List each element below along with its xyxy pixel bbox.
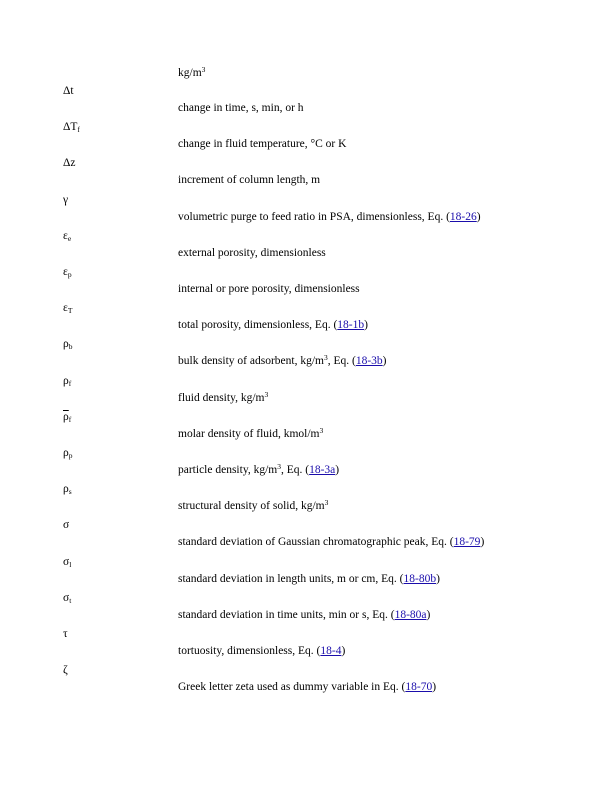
symbol (63, 483, 72, 495)
symbol (63, 556, 71, 568)
definition-text: standard deviation in length units, m or cm, Eq. ( (178, 572, 404, 585)
symbol-base: σ (63, 555, 70, 568)
symbol-subscript: p (68, 451, 73, 460)
symbol-base: γ (63, 193, 69, 206)
definition (178, 609, 430, 621)
equation-link[interactable]: 18-79 (453, 536, 481, 549)
definition-text: external porosity, dimensionless (178, 246, 326, 259)
definition (178, 283, 360, 295)
definition (178, 389, 269, 404)
symbol-base: ρ (63, 374, 69, 387)
symbol-base: ΔT (63, 121, 78, 134)
symbol-base: ρ (63, 483, 69, 496)
unit-superscript: 3 (264, 389, 269, 399)
symbol (63, 266, 72, 278)
symbol (63, 194, 68, 206)
definition-close: ) (480, 536, 485, 549)
symbol-subscript: T (67, 306, 73, 316)
symbol-base: ε (63, 229, 68, 242)
definition (178, 211, 481, 223)
symbol (63, 519, 69, 531)
symbol-base: ζ (63, 664, 68, 677)
definition-text: standard deviation in time units, min or s, Eq. ( (178, 608, 395, 621)
definition-close: ) (476, 210, 481, 223)
unit-superscript: 3 (324, 498, 329, 508)
symbol (63, 375, 71, 387)
symbol-base: ε (63, 266, 68, 278)
definition (178, 425, 324, 440)
definition-close: ) (382, 355, 387, 368)
definition-text: particle density, kg/m (178, 464, 278, 476)
definition-text: bulk density of adsorbent, kg/m (178, 355, 324, 368)
symbol-subscript: f (77, 125, 80, 135)
symbol-base: σ (63, 519, 70, 532)
symbol-subscript: f (68, 378, 72, 388)
symbol (63, 230, 71, 242)
definition-text: total porosity, dimensionless, Eq. ( (178, 319, 338, 332)
definition-close: ) (335, 464, 340, 476)
definition-text: structural density of solid, kg/m (178, 500, 325, 513)
definition (178, 247, 326, 259)
definition (178, 355, 387, 367)
definition (178, 102, 304, 114)
symbol (63, 85, 74, 97)
symbol-base: ρ (63, 338, 69, 351)
unit-superscript: 3 (323, 353, 328, 363)
equation-link[interactable]: 18-80a (394, 608, 427, 621)
symbol (63, 664, 68, 676)
equation-link[interactable]: 18-3b (355, 355, 383, 368)
definition (178, 645, 345, 657)
symbol-subscript: b (68, 342, 73, 352)
symbol (63, 121, 80, 133)
definition-text: volumetric purge to feed ratio in PSA, dimensionless, Eq. ( (178, 210, 450, 223)
unit-superscript: 3 (277, 462, 281, 471)
symbol (63, 628, 68, 640)
definition-text: Greek letter zeta used as dummy variable in Eq. ( (178, 681, 406, 694)
symbol-base: τ (63, 628, 68, 640)
definition-close: ) (426, 608, 431, 621)
equation-link[interactable]: 18-26 (449, 210, 477, 223)
symbol-base: ρ (63, 447, 69, 459)
symbol-base: σ (63, 591, 70, 604)
definition-text: fluid density, kg/m (178, 391, 265, 404)
definition-close: ) (364, 319, 368, 332)
symbol-subscript: f (68, 414, 72, 424)
symbol-base: Δt (63, 85, 74, 97)
symbol (63, 411, 71, 423)
symbol-subscript: s (68, 487, 72, 497)
equation-link[interactable]: 18-4 (320, 645, 342, 657)
definition (178, 681, 436, 693)
definition-close: ) (432, 681, 437, 694)
top-definition: $kg/m^3$ (178, 65, 206, 79)
definition (178, 174, 320, 186)
symbol-subscript: l (69, 559, 72, 569)
symbol-subscript: e (67, 233, 72, 243)
definition (178, 573, 440, 585)
unit-superscript: 3 (319, 425, 324, 435)
definition-text: increment of column length, m (178, 174, 321, 187)
symbol (63, 302, 72, 314)
equation-link[interactable]: 18-80b (403, 572, 437, 585)
definition (178, 500, 328, 512)
definition-text: tortuosity, dimensionless, Eq. ( (178, 645, 321, 657)
equation-link[interactable]: 18-70 (405, 681, 433, 694)
definition-close: ) (341, 645, 346, 657)
symbol-subscript: p (67, 270, 72, 279)
definition-text: molar density of fluid, kmol/m (178, 427, 320, 440)
definition (178, 536, 484, 548)
definition-text: internal or pore porosity, dimensionless (178, 283, 360, 295)
definition-text-cont: , Eq. ( (327, 355, 356, 368)
definition-text: change in time, s, min, or h (178, 102, 304, 114)
equation-link[interactable]: 18-1b (337, 319, 365, 332)
equation-link[interactable]: 18-3a (309, 464, 336, 476)
definition-text-cont: , Eq. ( (280, 464, 310, 476)
symbol (63, 592, 71, 604)
definition (178, 138, 346, 150)
symbol (63, 447, 73, 459)
definition-text: standard deviation of Gaussian chromatographic peak, Eq. ( (178, 536, 454, 549)
definition-close: ) (436, 572, 440, 585)
symbol-base: ε (63, 302, 68, 315)
symbol (63, 338, 73, 350)
symbol-base: $\overline{\rho}$ (63, 410, 69, 423)
symbol (63, 157, 76, 169)
symbol-subscript: t (69, 595, 72, 605)
definition (178, 319, 368, 331)
definition (178, 464, 339, 476)
definition-text: change in fluid temperature, °C or K (178, 138, 347, 151)
symbol-base: Δz (63, 157, 76, 170)
